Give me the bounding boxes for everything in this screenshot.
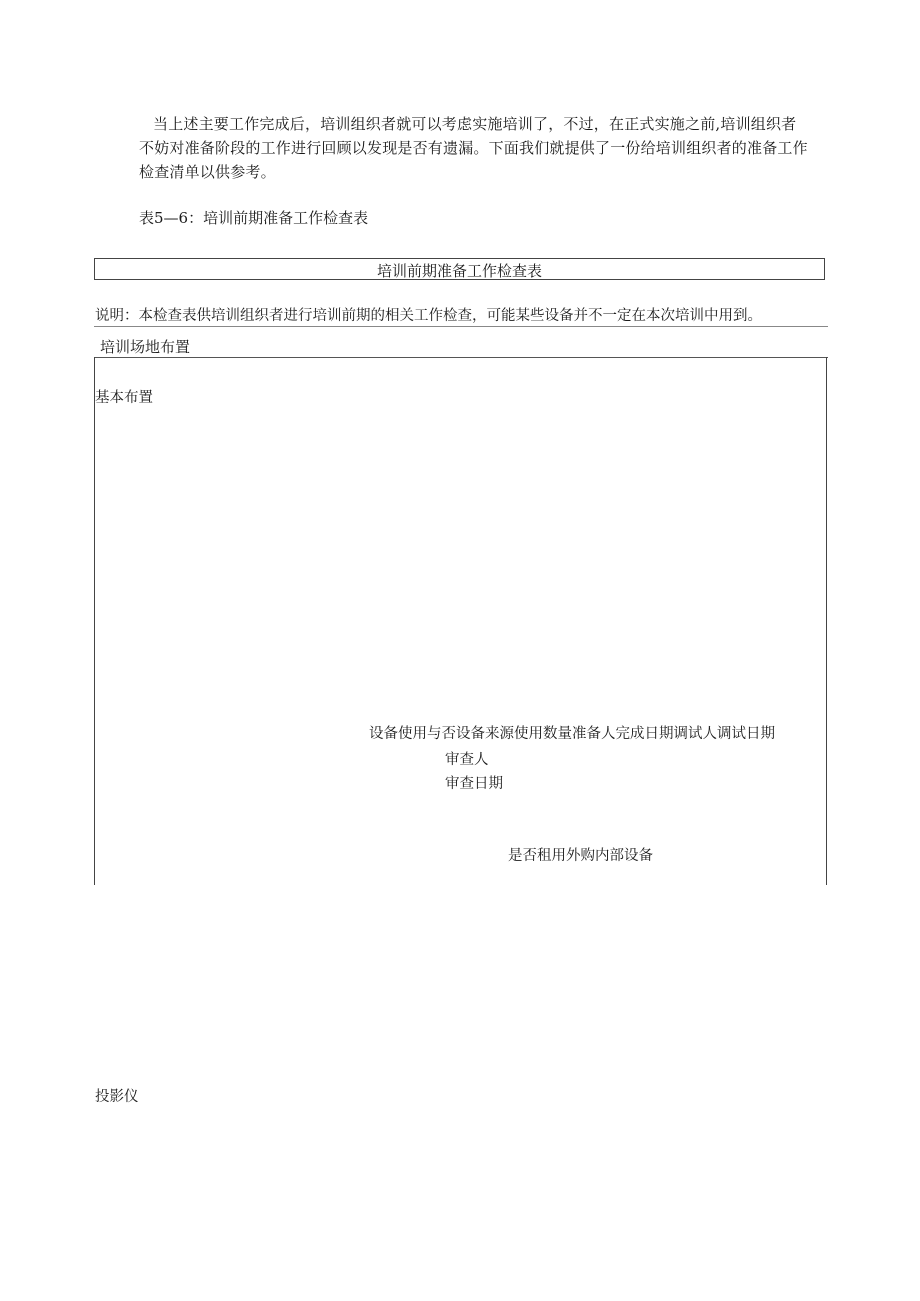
table-title: 培训前期准备工作检查表 <box>376 262 542 280</box>
intro-line-3: 检查清单以供参考。 <box>139 163 276 181</box>
intro-line-2: 不妨对准备阶段的工作进行回顾以发现是否有遗漏。下面我们就提供了一份给培训组织者的准备工作 <box>139 139 808 157</box>
projector-label: 投影仪 <box>95 1089 139 1105</box>
table-note: 说明：本检查表供培训组织者进行培训前期的相关工作检查，可能某些设备并不一定在本次培训中用到。 <box>95 308 762 324</box>
reviewer-label: 审查人 <box>445 752 489 768</box>
review-date-label: 审查日期 <box>445 776 503 792</box>
basic-layout-label: 基本布置 <box>95 390 153 406</box>
table-title-box <box>94 258 825 280</box>
equipment-header-row: 设备使用与否设备来源使用数量准备人完成日期调试人调试日期 <box>369 726 775 742</box>
table-caption: 表5—6：培训前期准备工作检查表 <box>139 209 369 227</box>
equipment-source-options: 是否租用外购内部设备 <box>508 848 653 864</box>
section-right-border <box>826 357 827 885</box>
note-underline <box>94 326 828 327</box>
intro-line-1: 当上述主要工作完成后，培训组织者就可以考虑实施培训了，不过，在正式实施之前,培训组织者 <box>153 115 797 133</box>
section-left-border <box>94 357 95 885</box>
section-top-border <box>94 357 828 358</box>
section-title: 培训场地布置 <box>100 338 191 356</box>
